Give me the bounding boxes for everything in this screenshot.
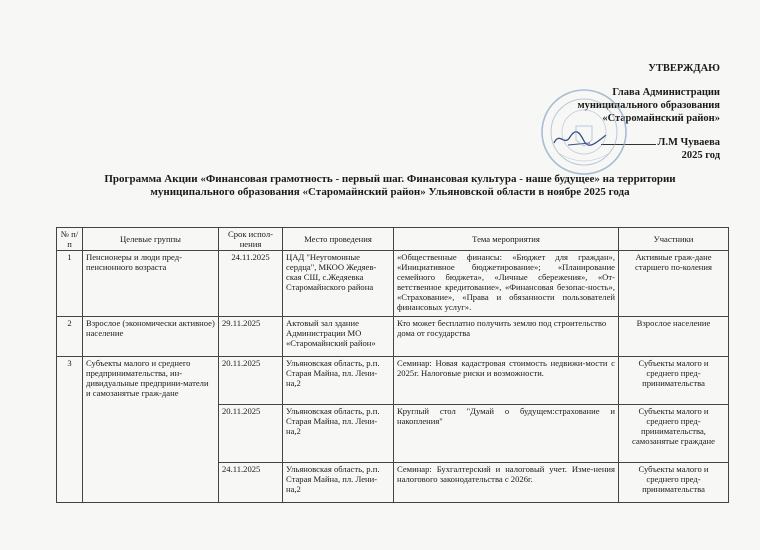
row-date: 24.11.2025 [219, 463, 283, 503]
row-topic: Кто может бесплатно получить землю под строительство дома от государства [394, 317, 619, 357]
row-group: Пенсионеры и люди пред-пенсионного возраста [83, 251, 219, 317]
row-date: 29.11.2025 [219, 317, 283, 357]
approval-year: 2025 год [681, 150, 720, 161]
header-participants: Участники [619, 228, 729, 251]
row-participants: Субъекты малого и среднего пред-принимательства, самозанятые граждане [619, 405, 729, 463]
header-num: № п/п [57, 228, 83, 251]
header-group: Целевые группы [83, 228, 219, 251]
row-place: Ульяновская область, р.п. Старая Майна, пл. Лени-на,2 [283, 405, 394, 463]
row-place: ЦАД "Неугомонные сердца", МКОО Жедяев-ская СШ, с.Жедяевка Старомайнского района [283, 251, 394, 317]
row-place: Актовый зал здание Администрации МО «Старомайнский район» [283, 317, 394, 357]
row-participants: Субъекты малого и среднего пред-принимательства [619, 463, 729, 503]
row-topic: Круглый стол "Думай о будущем:страхование и накопления" [394, 405, 619, 463]
row-group: Субъекты малого и среднего предпринимательства, ин-дивидуальные предприни-матели и самозанятые граж-дане [83, 357, 219, 503]
row-num: 2 [57, 317, 83, 357]
header-date: Срок испол-нения [219, 228, 283, 251]
row-topic: «Общественные финансы: «Бюджет для граждан», «Инициативное бюджетирование»; «Планирование семейного бюджета», «Личные сбережения», «От-ветственное кредитование», «Финансовая безопас-ность», «Страхование», «Права и обязанности пользователей финансовых услуг». [394, 251, 619, 317]
row-participants: Активные граж-дане старшего по-коления [619, 251, 729, 317]
row-topic: Семинар: Новая кадастровая стоимость недвижи-мости с 2025г. Налоговые риски и возможности. [394, 357, 619, 405]
row-group: Взрослое (экономически активное) население [83, 317, 219, 357]
table-row [57, 357, 729, 405]
approval-heading: УТВЕРЖДАЮ [648, 63, 720, 74]
signer-name: Л.М Чуваева [657, 137, 720, 148]
title-line-2: муниципального образования «Старомайнский район» Ульяновской области в ноябре 2025 года [150, 186, 630, 198]
approval-line-2: муниципального образования [577, 100, 720, 111]
row-num: 1 [57, 251, 83, 317]
row-num: 3 [57, 357, 83, 503]
row-date: 20.11.2025 [219, 357, 283, 405]
row-date: 24.11.2025 [219, 251, 283, 317]
table-header-row [57, 228, 729, 251]
header-place: Место проведения [283, 228, 394, 251]
table-row [57, 317, 729, 357]
approval-line-3: «Старомайнский район» [602, 113, 720, 124]
title-line-1: Программа Акции «Финансовая грамотность - первый шаг. Финансовая культура - наше будущее» на территории [104, 173, 676, 185]
row-participants: Взрослое население [619, 317, 729, 357]
program-table [56, 227, 729, 503]
document-title [40, 173, 740, 199]
row-place: Ульяновская область, р.п. Старая Майна, пл. Лени-на,2 [283, 463, 394, 503]
header-topic: Тема мероприятия [394, 228, 619, 251]
row-place: Ульяновская область, р.п. Старая Майна, пл. Лени-на,2 [283, 357, 394, 405]
official-seal-icon [540, 88, 628, 176]
row-topic: Семинар: Бухгалтерский и налоговый учет. Изме-нения налогового законодательства с 2026г. [394, 463, 619, 503]
row-participants: Субъекты малого и среднего пред-принимательства [619, 357, 729, 405]
table-row [57, 251, 729, 317]
approval-line-1: Глава Администрации [612, 87, 720, 98]
row-date: 20.11.2025 [219, 405, 283, 463]
